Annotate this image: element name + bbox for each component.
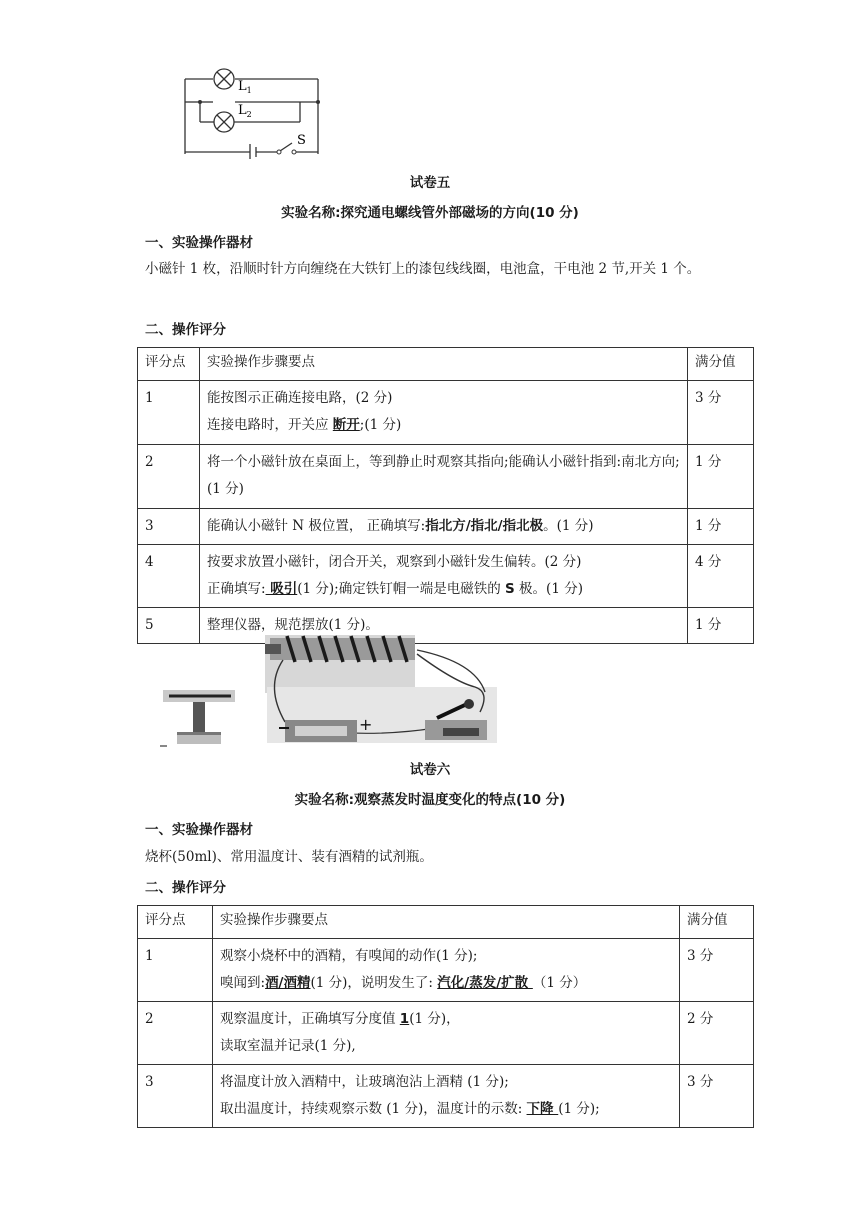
table-row [138,939,754,1002]
apparatus-illustration [155,632,500,750]
header-cell: 评分点 [138,348,200,381]
table-row [138,381,754,445]
exam6-experiment-name: 实验名称:观察蒸发时温度变化的特点(10 分) [294,792,566,808]
exam6-scoring-table [137,905,754,1128]
row-score: 1 分 [688,608,754,644]
label-l2: $L_2$ [238,103,252,119]
header-cell: 评分点 [138,906,213,939]
table-header-row [138,906,754,939]
exam6-section-scoring: 二、操作评分 [145,880,226,896]
row-content: 整理仪器，规范摆放(1 分)。 [200,608,688,644]
row-line: 能按图示正确连接电路，(2 分) [207,390,393,406]
header-cell: 满分值 [680,906,754,939]
table-header-row [138,348,754,381]
row-line: 嗅闻到:酒/酒精(1 分)，说明发生了: 汽化/蒸发/扩散 （1 分） [220,975,587,991]
row-content: 将一个小磁针放在桌面上，等到静止时观察其指向;能确认小磁针指到:南北方向;(1 分) [200,445,688,509]
circuit-diagram [180,64,335,159]
row-line: 取出温度计，持续观察示数 (1 分)，温度计的示数: 下降 (1 分); [220,1101,600,1117]
row-content [213,1002,680,1065]
exam5-equipment-text: 小磁针 1 枚，沿顺时针方向缠绕在大铁钉上的漆包线线圈，电池盒，干电池 2 节,开关 1 个。 [145,261,701,277]
exam5-section-scoring: 二、操作评分 [145,322,226,338]
row-content: 能确认小磁针 N 极位置， 正确填写:指北方/指北/指北极。(1 分) [200,509,688,545]
answer-text: S [505,581,515,597]
answer-blank: 吸引 [265,581,298,597]
row-line: 读取室温并记录(1 分), [220,1038,356,1054]
row-content [200,545,688,608]
row-number: 4 [138,545,200,608]
row-score: 4 分 [688,545,754,608]
row-content [213,939,680,1002]
row-score: 1 分 [688,509,754,545]
row-content [200,381,688,445]
exam6-title: 试卷六 [409,762,451,778]
table-row [138,445,754,509]
row-line: 观察温度计，正确填写分度值 1(1 分)， [220,1011,460,1027]
row-score: 1 分 [688,445,754,509]
exam5-title: 试卷五 [409,175,451,191]
exam5-experiment-name: 实验名称:探究通电螺线管外部磁场的方向(10 分) [281,205,579,221]
row-line: 正确填写: 吸引(1 分);确定铁钉帽一端是电磁铁的 S 极。(1 分) [207,581,583,597]
row-line: 观察小烧杯中的酒精，有嗅闻的动作(1 分); [220,948,478,964]
label-l1: $L_1$ [238,79,252,95]
row-line: 按要求放置小磁针，闭合开关，观察到小磁针发生偏转。(2 分) [207,554,582,570]
row-number: 5 [138,608,200,644]
exam5-section-equipment: 一、实验操作器材 [145,235,253,251]
header-cell: 实验操作步骤要点 [213,906,680,939]
exam6-section-equipment: 一、实验操作器材 [145,822,253,838]
row-number: 1 [138,381,200,445]
exam6-equipment-text: 烧杯(50ml)、常用温度计、装有酒精的试剂瓶。 [145,849,433,865]
row-score: 3 分 [688,381,754,445]
answer-blank: 酒/酒精 [265,975,311,991]
row-score: 3 分 [680,1065,754,1128]
label-s: S [297,133,306,148]
answer-blank: 汽化/蒸发/扩散 [437,975,533,991]
row-content [213,1065,680,1128]
header-cell: 实验操作步骤要点 [200,348,688,381]
table-row [138,545,754,608]
row-number: 3 [138,1065,213,1128]
row-number: 2 [138,1002,213,1065]
row-score: 3 分 [680,939,754,1002]
row-line: 将温度计放入酒精中，让玻璃泡沾上酒精 (1 分); [220,1074,509,1090]
svg-text:+: + [359,715,373,734]
row-line: 连接电路时，开关应 断开;(1 分) [207,417,402,433]
table-row [138,1002,754,1065]
answer-blank: 断开 [332,417,360,433]
row-number: 2 [138,445,200,509]
answer-blank: 下降 [526,1101,559,1117]
row-score: 2 分 [680,1002,754,1065]
header-cell: 满分值 [688,348,754,381]
answer-text: 指北方/指北/指北极 [425,518,544,534]
answer-blank: 1 [399,1011,410,1027]
row-number: 1 [138,939,213,1002]
table-row [138,509,754,545]
exam5-scoring-table [137,347,754,644]
table-row [138,1065,754,1128]
row-number: 3 [138,509,200,545]
